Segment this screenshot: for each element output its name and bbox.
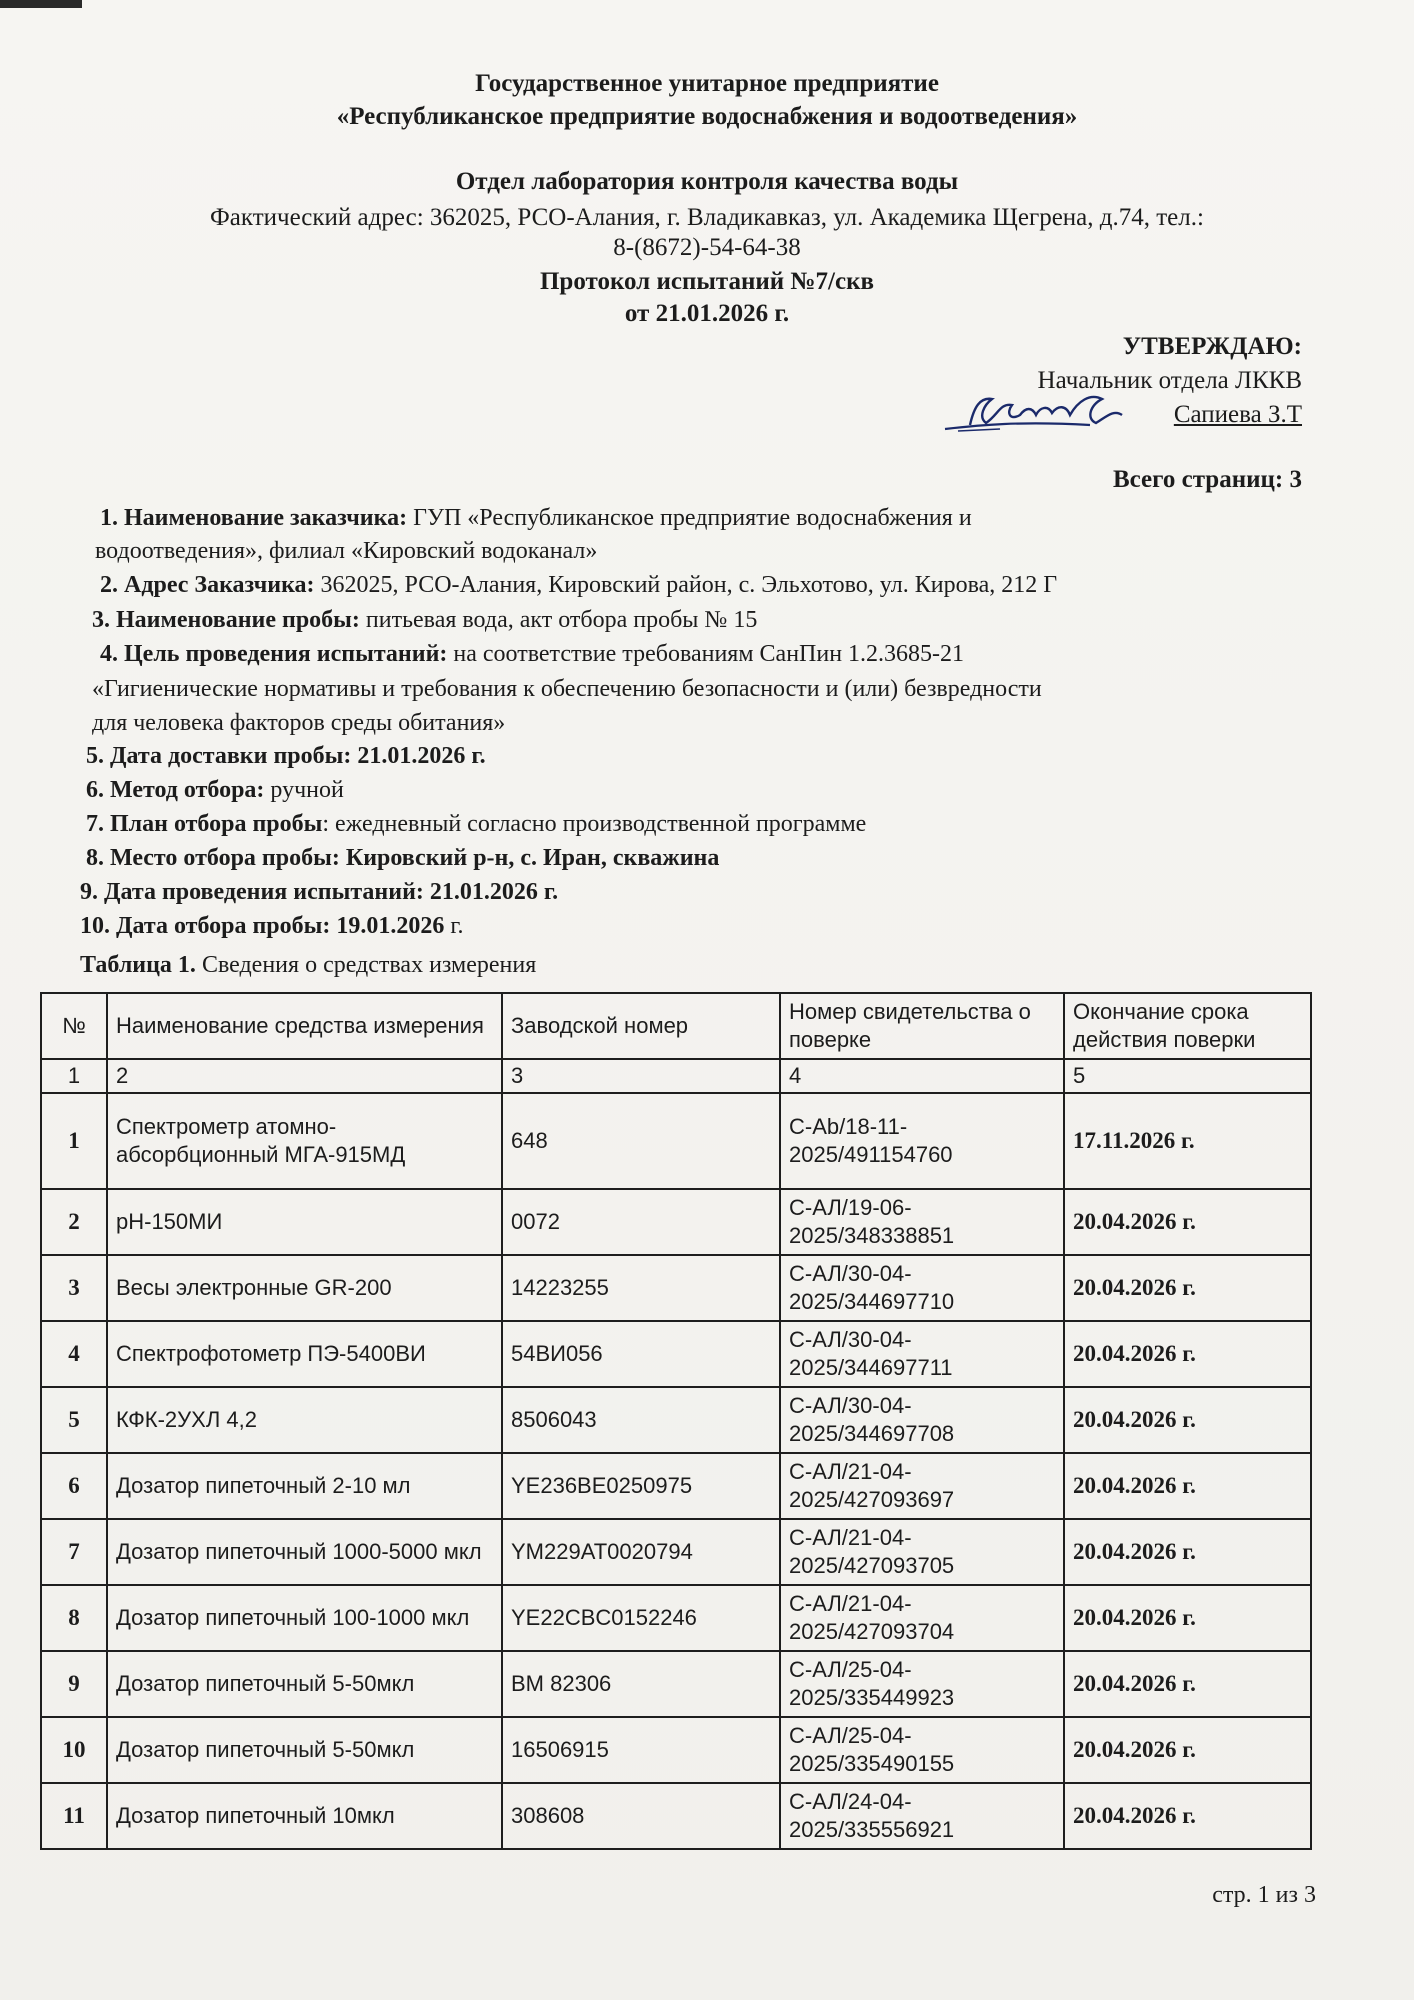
serial-number-cell: YE22CBC0152246 — [502, 1585, 780, 1651]
signature-graphic — [940, 385, 1145, 437]
instrument-name-cell: pH-150МИ — [107, 1189, 502, 1255]
address-line2: 8-(8672)-54-64-38 — [613, 234, 801, 261]
row-number-cell: 7 — [41, 1519, 107, 1585]
serial-number-cell: 0072 — [502, 1189, 780, 1255]
col-number-cell: 1 — [41, 1059, 107, 1093]
certificate-number-cell: С-АЛ/30-04-2025/344697710 — [780, 1255, 1064, 1321]
item-label: 6. Метод отбора: — [86, 777, 265, 803]
instrument-name-cell: Дозатор пипеточный 100-1000 мкл — [107, 1585, 502, 1651]
item-text: питьевая вода, акт отбора пробы № 15 — [359, 607, 758, 633]
table-row — [41, 1093, 1311, 1189]
instrument-name-cell: Дозатор пипеточный 1000-5000 мкл — [107, 1519, 502, 1585]
row-number-cell: 6 — [41, 1453, 107, 1519]
table-row — [41, 1783, 1311, 1849]
instruments-table — [40, 992, 1312, 1850]
serial-number-cell: 14223255 — [502, 1255, 780, 1321]
item-sampling-method — [86, 777, 344, 804]
item-customer-address — [100, 572, 1057, 599]
row-number-cell: 2 — [41, 1189, 107, 1255]
item-text: 362025, РСО-Алания, Кировский район, с. Эльхотово, ул. Кирова, 212 Г — [314, 572, 1058, 598]
protocol-date: от 21.01.2026 г. — [624, 300, 790, 327]
row-number-cell: 8 — [41, 1585, 107, 1651]
item-test-purpose-line2: «Гигиенические нормативы и требования к обеспечению безопасности и (или) безвредности — [92, 676, 1042, 702]
instrument-name-cell: КФК-2УХЛ 4,2 — [107, 1387, 502, 1453]
valid-until-cell: 20.04.2026 г. — [1064, 1651, 1311, 1717]
item-sample-name — [92, 607, 757, 634]
table-row — [41, 1321, 1311, 1387]
table-column-numbers-row — [41, 1059, 1311, 1093]
col-header-instrument: Наименование средства измерения — [107, 993, 502, 1059]
valid-until-cell: 20.04.2026 г. — [1064, 1255, 1311, 1321]
table-row — [41, 1255, 1311, 1321]
valid-until-cell: 20.04.2026 г. — [1064, 1783, 1311, 1849]
instrument-name-cell: Дозатор пипеточный 2-10 мл — [107, 1453, 502, 1519]
item-label: 3. Наименование пробы: — [92, 607, 360, 633]
valid-until-cell: 20.04.2026 г. — [1064, 1453, 1311, 1519]
serial-number-cell: 308608 — [502, 1783, 780, 1849]
approval-name: Сапиева З.Т — [1173, 401, 1302, 428]
table-row — [41, 1651, 1311, 1717]
certificate-number-cell: С-АЛ/24-04-2025/335556921 — [780, 1783, 1064, 1849]
certificate-number-cell: С-АЛ/25-04-2025/335449923 — [780, 1651, 1064, 1717]
page-number: стр. 1 из 3 — [1212, 1882, 1316, 1908]
item-sampling-date — [80, 913, 464, 940]
address-line1: Фактический адрес: 362025, РСО-Алания, г. Владикавказ, ул. Академика Щегрена, д.74, тел.: — [210, 204, 1204, 231]
item-text: г. — [444, 913, 464, 939]
item-label: 10. Дата отбора пробы: 19.01.2026 — [80, 913, 445, 939]
col-number-cell: 4 — [780, 1059, 1064, 1093]
item-label: 7. План отбора пробы — [86, 811, 323, 837]
item-customer-line1 — [100, 505, 972, 532]
serial-number-cell: ВМ 82306 — [502, 1651, 780, 1717]
col-number-cell: 2 — [107, 1059, 502, 1093]
org-name-line1: Государственное унитарное предприятие — [475, 70, 939, 97]
valid-until-cell: 20.04.2026 г. — [1064, 1321, 1311, 1387]
instrument-name-cell: Спектрометр атомно-абсорбционный МГА-915МД — [107, 1093, 502, 1189]
caption-label: Таблица 1. — [80, 952, 196, 978]
row-number-cell: 1 — [41, 1093, 107, 1189]
table-row — [41, 1717, 1311, 1783]
item-sampling-place: 8. Место отбора пробы: Кировский р-н, с. Иран, скважина — [86, 845, 720, 871]
table-row — [41, 1453, 1311, 1519]
serial-number-cell: 54ВИ056 — [502, 1321, 780, 1387]
item-test-date: 9. Дата проведения испытаний: 21.01.2026 г. — [80, 879, 559, 905]
table-row — [41, 1387, 1311, 1453]
item-label: 4. Цель проведения испытаний: — [100, 641, 448, 667]
item-customer-line2: водоотведения», филиал «Кировский водоканал» — [95, 538, 598, 564]
row-number-cell: 10 — [41, 1717, 107, 1783]
certificate-number-cell: С-АЛ/21-04-2025/427093697 — [780, 1453, 1064, 1519]
item-sampling-plan — [86, 811, 866, 838]
instrument-name-cell: Спектрофотометр ПЭ-5400ВИ — [107, 1321, 502, 1387]
row-number-cell: 5 — [41, 1387, 107, 1453]
row-number-cell: 9 — [41, 1651, 107, 1717]
col-header-certificate: Номер свидетельства о поверке — [780, 993, 1064, 1059]
serial-number-cell: 16506915 — [502, 1717, 780, 1783]
item-delivery-date: 5. Дата доставки пробы: 21.01.2026 г. — [86, 743, 486, 769]
col-header-serial: Заводской номер — [502, 993, 780, 1059]
serial-number-cell: YM229AT0020794 — [502, 1519, 780, 1585]
instrument-name-cell: Дозатор пипеточный 10мкл — [107, 1783, 502, 1849]
item-label: 2. Адрес Заказчика: — [100, 572, 315, 598]
table-header-row — [41, 993, 1311, 1059]
table-row — [41, 1519, 1311, 1585]
row-number-cell: 4 — [41, 1321, 107, 1387]
certificate-number-cell: С-АЛ/19-06-2025/348338851 — [780, 1189, 1064, 1255]
valid-until-cell: 20.04.2026 г. — [1064, 1519, 1311, 1585]
protocol-title: Протокол испытаний №7/скв — [539, 268, 875, 295]
valid-until-cell: 17.11.2026 г. — [1064, 1093, 1311, 1189]
col-header-number: № — [41, 993, 107, 1059]
org-name-line2: «Республиканское предприятие водоснабжения и водоотведения» — [336, 103, 1078, 130]
caption-text: Сведения о средствах измерения — [195, 952, 537, 978]
serial-number-cell: YE236BE0250975 — [502, 1453, 780, 1519]
col-number-cell: 5 — [1064, 1059, 1311, 1093]
approval-heading: УТВЕРЖДАЮ: — [1122, 333, 1302, 360]
serial-number-cell: 8506043 — [502, 1387, 780, 1453]
item-text: ручной — [264, 777, 344, 803]
valid-until-cell: 20.04.2026 г. — [1064, 1189, 1311, 1255]
valid-until-cell: 20.04.2026 г. — [1064, 1387, 1311, 1453]
certificate-number-cell: С-АЛ/21-04-2025/427093704 — [780, 1585, 1064, 1651]
instrument-name-cell: Дозатор пипеточный 5-50мкл — [107, 1651, 502, 1717]
certificate-number-cell: С-АЛ/25-04-2025/335490155 — [780, 1717, 1064, 1783]
valid-until-cell: 20.04.2026 г. — [1064, 1585, 1311, 1651]
instrument-name-cell: Весы электронные GR-200 — [107, 1255, 502, 1321]
item-text: на соответствие требованиям СанПин 1.2.3685-21 — [447, 641, 965, 667]
col-number-cell: 3 — [502, 1059, 780, 1093]
row-number-cell: 3 — [41, 1255, 107, 1321]
approval-position: Начальник отдела ЛККВ — [1037, 367, 1302, 394]
row-number-cell: 11 — [41, 1783, 107, 1849]
table-caption — [80, 952, 536, 979]
instrument-name-cell: Дозатор пипеточный 5-50мкл — [107, 1717, 502, 1783]
scan-corner-mark — [0, 0, 82, 8]
valid-until-cell: 20.04.2026 г. — [1064, 1717, 1311, 1783]
item-test-purpose-line3: для человека факторов среды обитания» — [92, 710, 506, 736]
certificate-number-cell: С-Аb/18-11-2025/491154760 — [780, 1093, 1064, 1189]
col-header-valid-until: Окончание срока действия поверки — [1064, 993, 1311, 1059]
item-text: : ежедневный согласно производственной программе — [322, 811, 867, 837]
table-row — [41, 1189, 1311, 1255]
table-row — [41, 1585, 1311, 1651]
department-title: Отдел лаборатория контроля качества воды — [455, 168, 959, 195]
item-text: ГУП «Республиканское предприятие водоснабжения и — [407, 505, 972, 531]
certificate-number-cell: С-АЛ/21-04-2025/427093705 — [780, 1519, 1064, 1585]
serial-number-cell: 648 — [502, 1093, 780, 1189]
item-label: 1. Наименование заказчика: — [100, 505, 408, 531]
certificate-number-cell: С-АЛ/30-04-2025/344697711 — [780, 1321, 1064, 1387]
total-pages: Всего страниц: 3 — [1112, 466, 1302, 493]
certificate-number-cell: С-АЛ/30-04-2025/344697708 — [780, 1387, 1064, 1453]
item-test-purpose-line1 — [100, 641, 964, 668]
